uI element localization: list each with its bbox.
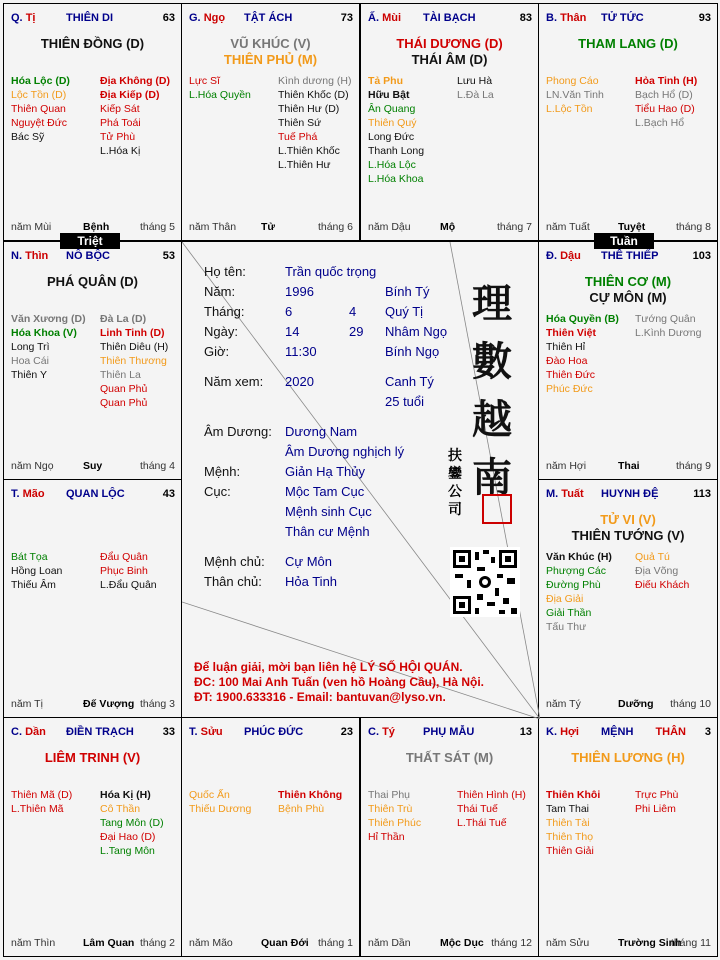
- palace-cell-suu: [181, 717, 360, 957]
- minor-stars-left: [368, 788, 421, 844]
- palace-header: [546, 12, 711, 26]
- palace-name: THIÊN DI: [66, 12, 114, 24]
- minor-star: Điếu Khách: [635, 579, 690, 591]
- life-stage: Mộc Dục: [440, 937, 484, 949]
- minor-star: Thiên Phúc: [368, 817, 422, 829]
- label-amduong: Âm Dương:: [204, 424, 272, 439]
- minor-star: Tang Môn (D): [100, 817, 164, 829]
- minor-stars-right: [457, 788, 526, 830]
- minor-star: Địa Giải: [546, 593, 584, 605]
- main-star: THIÊN PHỦ (M): [223, 52, 318, 67]
- month-label: tháng 5: [139, 221, 175, 233]
- minor-stars-right: [100, 550, 157, 592]
- month-label: tháng 4: [139, 460, 175, 472]
- minor-star: Thiếu Dương: [189, 803, 252, 815]
- year-label: năm Mão: [189, 937, 233, 949]
- palace-number: 43: [162, 488, 175, 500]
- main-stars: [539, 512, 717, 544]
- life-stage: Dưỡng: [618, 698, 654, 710]
- minor-star: L.Thiên Hư: [278, 159, 331, 171]
- year-label: năm Tị: [11, 698, 43, 710]
- main-stars: [4, 750, 181, 766]
- main-stars: [539, 274, 717, 306]
- main-star: THIÊN CƠ (M): [584, 274, 672, 289]
- palace-footer: [546, 460, 711, 473]
- minor-star: Kình dương (H): [278, 75, 352, 87]
- minor-star: L.Lộc Tồn: [546, 103, 593, 115]
- main-star: TỬ VI (V): [600, 512, 656, 527]
- can-chi: T. Sửu: [189, 726, 223, 738]
- minor-star: Ân Quang: [368, 103, 416, 115]
- month-label: tháng 11: [670, 937, 711, 949]
- minor-star: Phá Toái: [100, 117, 141, 129]
- can-chi: K. Hợi: [546, 726, 579, 738]
- minor-star: Thiên Tài: [546, 817, 590, 829]
- palace-header: [546, 726, 711, 740]
- minor-star: Hoa Cái: [11, 355, 49, 367]
- value-hour-canchi: Bính Ngọ: [385, 344, 440, 359]
- value-day: 14: [285, 324, 300, 339]
- can-chi: C. Dần: [11, 726, 46, 738]
- minor-stars-left: [189, 788, 251, 816]
- palace-cell-tuat: [538, 479, 718, 718]
- calligraphy-char-2: 數: [472, 338, 512, 385]
- minor-star: Tử Phù: [100, 131, 136, 143]
- minor-star: L.Hóa Quyền: [189, 89, 251, 101]
- minor-star: L.Thái Tuế: [457, 817, 507, 829]
- month-label: tháng 9: [675, 460, 711, 472]
- minor-star: Quan Phủ: [100, 383, 148, 395]
- minor-star: Bệnh Phù: [278, 803, 325, 815]
- minor-star: Thanh Long: [368, 145, 425, 157]
- year-label: năm Tý: [546, 698, 581, 710]
- minor-star: Đẩu Quân: [100, 551, 148, 563]
- life-stage: Suy: [83, 460, 103, 472]
- month-label: tháng 1: [317, 937, 353, 949]
- minor-star: Lộc Tồn (D): [11, 89, 67, 101]
- palace-cell-dan: [3, 717, 182, 957]
- palace-name: TẬT ÁCH: [244, 12, 293, 24]
- palace-number: 53: [162, 250, 175, 262]
- minor-star: Đại Hao (D): [100, 831, 156, 843]
- main-star: PHÁ QUÂN (D): [47, 274, 138, 289]
- can-chi: Ấ. Mùi: [368, 12, 402, 24]
- main-star: THẤT SÁT (M): [405, 750, 494, 765]
- minor-star: Hóa Quyền (B): [546, 313, 619, 325]
- minor-stars-right: [100, 74, 170, 158]
- value-amduong-2: Âm Dương nghịch lý: [285, 444, 405, 459]
- palace-number: 63: [162, 12, 175, 24]
- minor-star: L.Kình Dương: [635, 327, 702, 339]
- minor-star: Phúc Đức: [546, 383, 593, 395]
- center-info-panel: [181, 241, 539, 718]
- minor-star: Thiên Không: [278, 789, 343, 801]
- minor-star: Phượng Các: [546, 565, 607, 577]
- main-star: THÁI ÂM (D): [411, 52, 488, 67]
- minor-star: Long Trì: [11, 341, 50, 353]
- minor-star: Hỏa Tinh (H): [635, 75, 698, 87]
- minor-star: Thiên Hỉ: [546, 341, 586, 353]
- minor-star: Địa Võng: [635, 565, 679, 577]
- can-chi: M. Tuất: [546, 488, 584, 500]
- minor-star: L.Tang Môn: [100, 845, 155, 857]
- minor-stars-left: [546, 74, 604, 116]
- life-stage: Thai: [618, 460, 640, 472]
- palace-header: [11, 726, 175, 740]
- can-chi: N. Thìn: [11, 250, 49, 262]
- main-star: THÁI DƯƠNG (D): [396, 36, 503, 51]
- palace-header: [11, 488, 175, 502]
- can-chi: Đ. Dậu: [546, 250, 581, 262]
- minor-star: L.Bạch Hổ: [635, 117, 685, 129]
- minor-stars-right: [635, 74, 697, 130]
- palace-header: [189, 726, 353, 740]
- minor-star: Phong Cáo: [546, 75, 599, 87]
- palace-footer: [189, 937, 353, 950]
- palace-name: TỬ TỨC: [601, 12, 644, 24]
- calligraphy-small: 扶 鑾 公 司: [448, 448, 462, 518]
- value-month: 6: [285, 304, 293, 319]
- year-label: năm Dần: [368, 937, 411, 949]
- minor-stars-left: [189, 74, 251, 102]
- palace-footer: [368, 221, 532, 234]
- minor-stars-left: [11, 312, 86, 382]
- minor-star: Thiên Hư (D): [278, 103, 340, 115]
- main-stars: [4, 36, 181, 52]
- palace-number: 3: [704, 726, 711, 738]
- palace-number: 33: [162, 726, 175, 738]
- palace-name: TÀI BẠCH: [423, 12, 476, 24]
- minor-star: L.Đẩu Quân: [100, 579, 157, 591]
- minor-stars-right: [278, 788, 342, 816]
- minor-star: Nguyệt Đức: [11, 117, 68, 129]
- label-year: Năm:: [204, 284, 236, 299]
- footer-line-3: ĐT: 1900.633316 - Email: bantuvan@lyso.vn.: [194, 690, 446, 704]
- minor-star: Thiên Diêu (H): [100, 341, 169, 353]
- value-view-year-canchi: Canh Tý: [385, 374, 434, 389]
- minor-stars-right: [635, 550, 689, 592]
- minor-stars-right: [457, 74, 494, 102]
- minor-stars-left: [11, 788, 72, 816]
- value-age: 25 tuổi: [385, 394, 425, 409]
- can-chi: Q. Tị: [11, 12, 36, 24]
- label-menh: Mệnh:: [204, 464, 241, 479]
- palace-number: 13: [519, 726, 532, 738]
- minor-star: Địa Kiếp (D): [100, 89, 160, 101]
- palace-name: MỆNH: [601, 726, 634, 738]
- palace-header: [11, 250, 175, 264]
- year-label: năm Tuất: [546, 221, 590, 233]
- minor-stars-left: [368, 74, 424, 186]
- palace-footer: [546, 698, 711, 711]
- minor-star: Văn Khúc (H): [546, 551, 612, 563]
- label-day: Ngày:: [204, 324, 238, 339]
- minor-star: Thiên Mã (D): [11, 789, 73, 801]
- minor-star: L.Hóa Kị: [100, 145, 141, 157]
- month-label: tháng 10: [670, 698, 711, 710]
- value-amduong-1: Dương Nam: [285, 424, 358, 439]
- life-stage: Quan Đới: [261, 937, 309, 949]
- minor-star: Thiên Trù: [368, 803, 413, 815]
- year-label: năm Mùi: [11, 221, 52, 233]
- minor-star: Thiên Sứ: [278, 117, 322, 129]
- value-cuc-2: Mệnh sinh Cục: [285, 504, 372, 519]
- month-label: tháng 7: [496, 221, 532, 233]
- year-label: năm Dậu: [368, 221, 411, 233]
- palace-name: HUYNH ĐỆ: [601, 488, 659, 500]
- life-stage: Trường Sinh: [618, 937, 682, 949]
- minor-star: Địa Không (D): [100, 75, 170, 87]
- minor-star: Thiên Quý: [368, 117, 417, 129]
- main-stars: [182, 36, 359, 68]
- month-label: tháng 2: [139, 937, 175, 949]
- red-seal-stamp: [482, 494, 512, 524]
- minor-stars-right: [100, 312, 168, 410]
- minor-star: Hồng Loan: [11, 565, 63, 577]
- main-star: LIÊM TRINH (V): [44, 750, 141, 765]
- palace-footer: [11, 698, 175, 711]
- minor-stars-left: [546, 550, 612, 634]
- minor-star: L.Hóa Khoa: [368, 173, 424, 185]
- life-stage: Đế Vượng: [83, 698, 135, 710]
- minor-stars-right: [635, 312, 701, 340]
- palace-header: [189, 12, 353, 26]
- year-label: năm Hợi: [546, 460, 587, 472]
- calligraphy-char-3: 越: [472, 396, 512, 443]
- minor-star: Thiên Khôi: [546, 789, 601, 801]
- palace-footer: [546, 937, 711, 950]
- minor-star: Hỉ Thần: [368, 831, 405, 843]
- minor-stars-left: [11, 74, 70, 144]
- palace-footer: [368, 937, 532, 950]
- main-star: VŨ KHÚC (V): [230, 36, 311, 51]
- minor-stars-right: [100, 788, 164, 858]
- palace-cell-dau: [538, 241, 718, 480]
- palace-footer: [11, 937, 175, 950]
- minor-star: Linh Tinh (D): [100, 327, 165, 339]
- minor-star: Thai Phụ: [368, 789, 411, 801]
- year-label: năm Thân: [189, 221, 237, 233]
- label-name: Họ tên:: [204, 264, 246, 279]
- palace-cell-ti: [3, 3, 182, 241]
- year-label: năm Thìn: [11, 937, 56, 949]
- minor-star: Bát Tọa: [11, 551, 48, 563]
- palace-footer: [11, 460, 175, 473]
- can-chi: C. Tý: [368, 726, 395, 738]
- qr-code: [450, 547, 520, 617]
- life-stage: Lâm Quan: [83, 937, 135, 949]
- minor-star: Lưu Hà: [457, 75, 493, 87]
- palace-number: 23: [340, 726, 353, 738]
- value-hour: 11:30: [285, 344, 317, 359]
- year-label: năm Sửu: [546, 937, 590, 949]
- life-stage: Tử: [261, 221, 276, 233]
- minor-star: Thái Tuế: [457, 803, 498, 815]
- minor-star: L.Thiên Khốc: [278, 145, 340, 157]
- minor-star: Thiên Thương: [100, 355, 167, 367]
- life-stage: Mộ: [440, 221, 456, 233]
- main-stars: [539, 36, 717, 52]
- minor-star: L.Thiên Mã: [11, 803, 64, 815]
- palace-footer: [189, 221, 353, 234]
- minor-star: LN.Văn Tinh: [546, 89, 604, 101]
- palace-name: PHÚC ĐỨC: [244, 726, 304, 738]
- month-label: tháng 6: [317, 221, 353, 233]
- month-label: tháng 12: [491, 937, 532, 949]
- main-star: CỰ MÔN (M): [589, 290, 667, 305]
- minor-star: Thiên La: [100, 369, 141, 381]
- label-month: Tháng:: [204, 304, 245, 319]
- footer-line-2: ĐC: 100 Mai Anh Tuấn (ven hồ Hoàng Cầu), Hà Nội.: [194, 675, 485, 689]
- palace-cell-hoi: [538, 717, 718, 957]
- main-stars: [4, 274, 181, 290]
- minor-star: Hóa Lộc (D): [11, 75, 70, 87]
- minor-star: Tiểu Hao (D): [635, 103, 695, 115]
- minor-star: Trực Phù: [635, 789, 679, 801]
- minor-star: Tả Phu: [368, 75, 404, 87]
- minor-star: Tuế Phá: [278, 131, 318, 143]
- minor-star: Tấu Thư: [546, 621, 587, 633]
- footer-line-1: Để luận giải, mời bạn liên hệ LÝ SỐ HỘI QUÁN.: [194, 660, 463, 674]
- minor-star: Thiên Đức: [546, 369, 596, 381]
- minor-star: L.Đà La: [457, 89, 494, 101]
- palace-cell-ty: [360, 717, 539, 957]
- value-view-year: 2020: [285, 374, 314, 389]
- can-chi: T. Mão: [11, 488, 45, 500]
- minor-star: Thiên Giải: [546, 845, 594, 857]
- value-menh: Giản Hạ Thủy: [285, 464, 365, 479]
- minor-stars-right: [278, 74, 351, 172]
- calligraphy-char-1: 理: [472, 280, 512, 327]
- month-label: tháng 8: [675, 221, 711, 233]
- palace-cell-ngo: [181, 3, 360, 241]
- value-month-canchi: Quý Tị: [385, 304, 424, 319]
- minor-stars-right: [635, 788, 678, 816]
- value-menh-chu: Cự Môn: [285, 554, 332, 569]
- minor-star: Phi Liêm: [635, 803, 676, 815]
- life-stage: Tuyệt: [618, 221, 646, 233]
- month-label: tháng 3: [139, 698, 175, 710]
- minor-star: Thiên Quan: [11, 103, 66, 115]
- minor-star: Phục Binh: [100, 565, 148, 577]
- minor-star: Hữu Bật: [368, 89, 410, 101]
- main-stars: [539, 750, 717, 766]
- minor-star: Hóa Kị (H): [100, 789, 151, 801]
- triet-tag: Triệt: [60, 233, 120, 249]
- palace-name: THÊ THIẾP: [601, 250, 659, 262]
- minor-star: Long Đức: [368, 131, 415, 143]
- value-day-lunar: 29: [349, 324, 364, 339]
- label-menh-chu: Mệnh chủ:: [204, 554, 265, 569]
- palace-header: [546, 488, 711, 502]
- main-stars: [361, 750, 538, 766]
- life-stage: Bệnh: [83, 221, 110, 233]
- palace-header: [546, 250, 711, 264]
- palace-cell-thin: [3, 241, 182, 480]
- palace-number: 73: [340, 12, 353, 24]
- value-name: Trần quốc trọng: [285, 264, 377, 279]
- minor-star: Quan Phủ: [100, 397, 148, 409]
- minor-star: Văn Xương (D): [11, 313, 86, 325]
- palace-name: ĐIỀN TRẠCH: [66, 726, 134, 738]
- minor-star: Thiên Khốc (D): [278, 89, 349, 101]
- value-cuc-1: Mộc Tam Cục: [285, 484, 365, 499]
- minor-stars-left: [11, 550, 62, 592]
- value-year: 1996: [285, 284, 314, 299]
- minor-star: Thiên Y: [11, 369, 47, 381]
- minor-star: L.Hóa Lộc: [368, 159, 416, 171]
- palace-name-2: THÂN: [655, 726, 686, 738]
- value-month-lunar: 4: [349, 304, 357, 319]
- main-star: THIÊN TƯỚNG (V): [571, 528, 685, 543]
- minor-star: Thiên Hình (H): [457, 789, 526, 801]
- minor-star: Bác Sỹ: [11, 131, 45, 143]
- minor-star: Quốc Ấn: [189, 789, 230, 801]
- value-day-canchi: Nhâm Ngọ: [385, 324, 448, 339]
- palace-cell-mao: [3, 479, 182, 718]
- can-chi: G. Ngọ: [189, 12, 226, 24]
- main-stars: [361, 36, 538, 68]
- minor-stars-left: [546, 312, 619, 396]
- label-cuc: Cục:: [204, 484, 231, 499]
- label-than-chu: Thân chủ:: [204, 574, 262, 589]
- value-than-chu: Hỏa Tinh: [285, 574, 338, 589]
- minor-star: Tướng Quân: [635, 313, 696, 325]
- palace-header: [11, 12, 175, 26]
- minor-star: Thiên Thọ: [546, 831, 594, 843]
- main-star: THAM LANG (D): [578, 36, 678, 51]
- label-hour: Giờ:: [204, 344, 230, 359]
- minor-star: Đà La (D): [100, 313, 147, 325]
- calligraphy-char-4: 南: [472, 454, 512, 501]
- minor-star: Tam Thai: [546, 803, 589, 815]
- minor-star: Bạch Hổ (D): [635, 89, 693, 101]
- minor-star: Quả Tú: [635, 551, 670, 563]
- value-year-canchi: Bính Tý: [385, 284, 430, 299]
- label-view-year: Năm xem:: [204, 374, 264, 389]
- minor-star: Thiên Việt: [546, 327, 596, 339]
- palace-number: 113: [693, 488, 711, 500]
- palace-header: [368, 726, 532, 740]
- palace-name: NÔ BỘC: [66, 250, 110, 262]
- palace-name: QUAN LỘC: [66, 488, 125, 500]
- palace-header: [368, 12, 532, 26]
- palace-cell-than: [538, 3, 718, 241]
- minor-star: Lực Sĩ: [189, 75, 220, 87]
- minor-star: Đào Hoa: [546, 355, 588, 367]
- main-star: THIÊN ĐỒNG (D): [40, 36, 145, 51]
- minor-star: Thiếu Âm: [11, 579, 56, 591]
- can-chi: B. Thân: [546, 12, 587, 24]
- main-star: THIÊN LƯƠNG (H): [571, 750, 685, 765]
- minor-star: Kiếp Sát: [100, 103, 140, 115]
- minor-star: Hóa Khoa (V): [11, 327, 77, 339]
- minor-star: Đường Phù: [546, 579, 601, 591]
- value-cuc-3: Thân cư Mệnh: [285, 524, 370, 539]
- palace-cell-mui: [360, 3, 539, 241]
- year-label: năm Ngọ: [11, 460, 54, 472]
- palace-name: PHỤ MẪU: [423, 726, 475, 738]
- tuan-tag: Tuần: [594, 233, 654, 249]
- palace-number: 103: [692, 250, 711, 262]
- minor-star: Giải Thần: [546, 607, 592, 619]
- minor-star: Cô Thần: [100, 803, 141, 815]
- palace-number: 93: [698, 12, 711, 24]
- minor-stars-left: [546, 788, 600, 858]
- palace-number: 83: [519, 12, 532, 24]
